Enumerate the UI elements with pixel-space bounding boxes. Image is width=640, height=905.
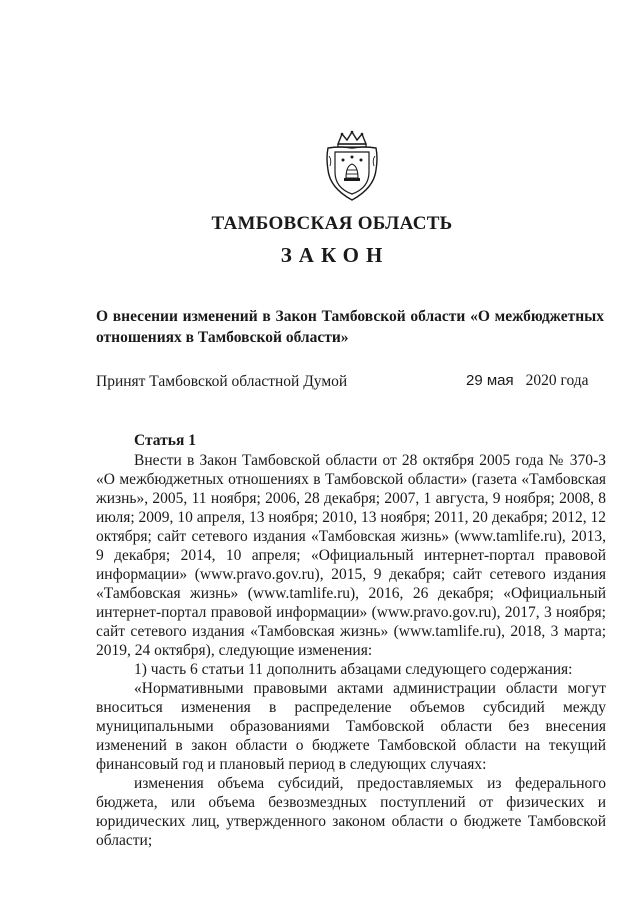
law-title: О внесении изменений в Закон Тамбовской области «О межбюджетных отношениях в Тамбовской области» [96,308,604,346]
article-body [96,451,606,850]
document-type-heading: ЗАКОН [280,243,390,267]
adoption-date-year: 2020 года [525,372,589,389]
article-heading: Статья 1 [134,432,196,449]
adoption-date [466,372,589,390]
article-paragraph: 1) часть 6 статьи 11 дополнить абзацами следующего содержания: [134,661,573,678]
coat-of-arms-tambov-icon [324,130,380,202]
adoption-date-day-month: 29 мая [466,372,514,389]
region-heading: ТАМБОВСКАЯ ОБЛАСТЬ [211,213,453,234]
article-paragraph: изменения объема субсидий, предоставляемых из федерального бюджета, или объема безвозмездных поступлений от физических и юридических лиц, утвержденного законом области о бюджете Тамбовской области; [96,775,606,849]
article-paragraph: «Нормативными правовыми актами администрации области могут вноситься изменения в распределение объемов субсидий между муниципальными образованиями Тамбовской области без внесения изменений в закон области о бюджете Тамбовской области на текущий финансовый год и плановый период в следующих случаях: [96,680,606,773]
article-paragraph: Внести в Закон Тамбовской области от 28 октября 2005 года № 370-З «О межбюджетных отношениях в Тамбовской области» (газета «Тамбовская жизнь», 2005, 11 ноября; 2006, 28 декабря; 2007, 1 августа, 9 ноября; 2008, 8 июля; 2009, 10 апреля, 13 ноября; 2010, 13 ноября; 2011, 20 декабря; 2012, 12 октября; сайт сетевого издания «Тамбовская жизнь» (www.tamlife.ru), 2013, 9 декабря; 2014, 10 апреля; «Официальный интернет-портал правовой информации» (www.pravo.gov.ru), 2015, 9 декабря; сайт сетевого издания «Тамбовская жизнь» (www.tamlife.ru), 2016, 26 декабря; «Официальный интернет-портал правовой информации» (www.pravo.gov.ru), 2017, 3 ноября; сайт сетевого издания «Тамбовская жизнь» (www.tamlife.ru), 2018, 3 марта; 2019, 24 октября), следующие изменения: [96,452,606,659]
adoption-statement: Принят Тамбовской областной Думой [96,373,348,390]
